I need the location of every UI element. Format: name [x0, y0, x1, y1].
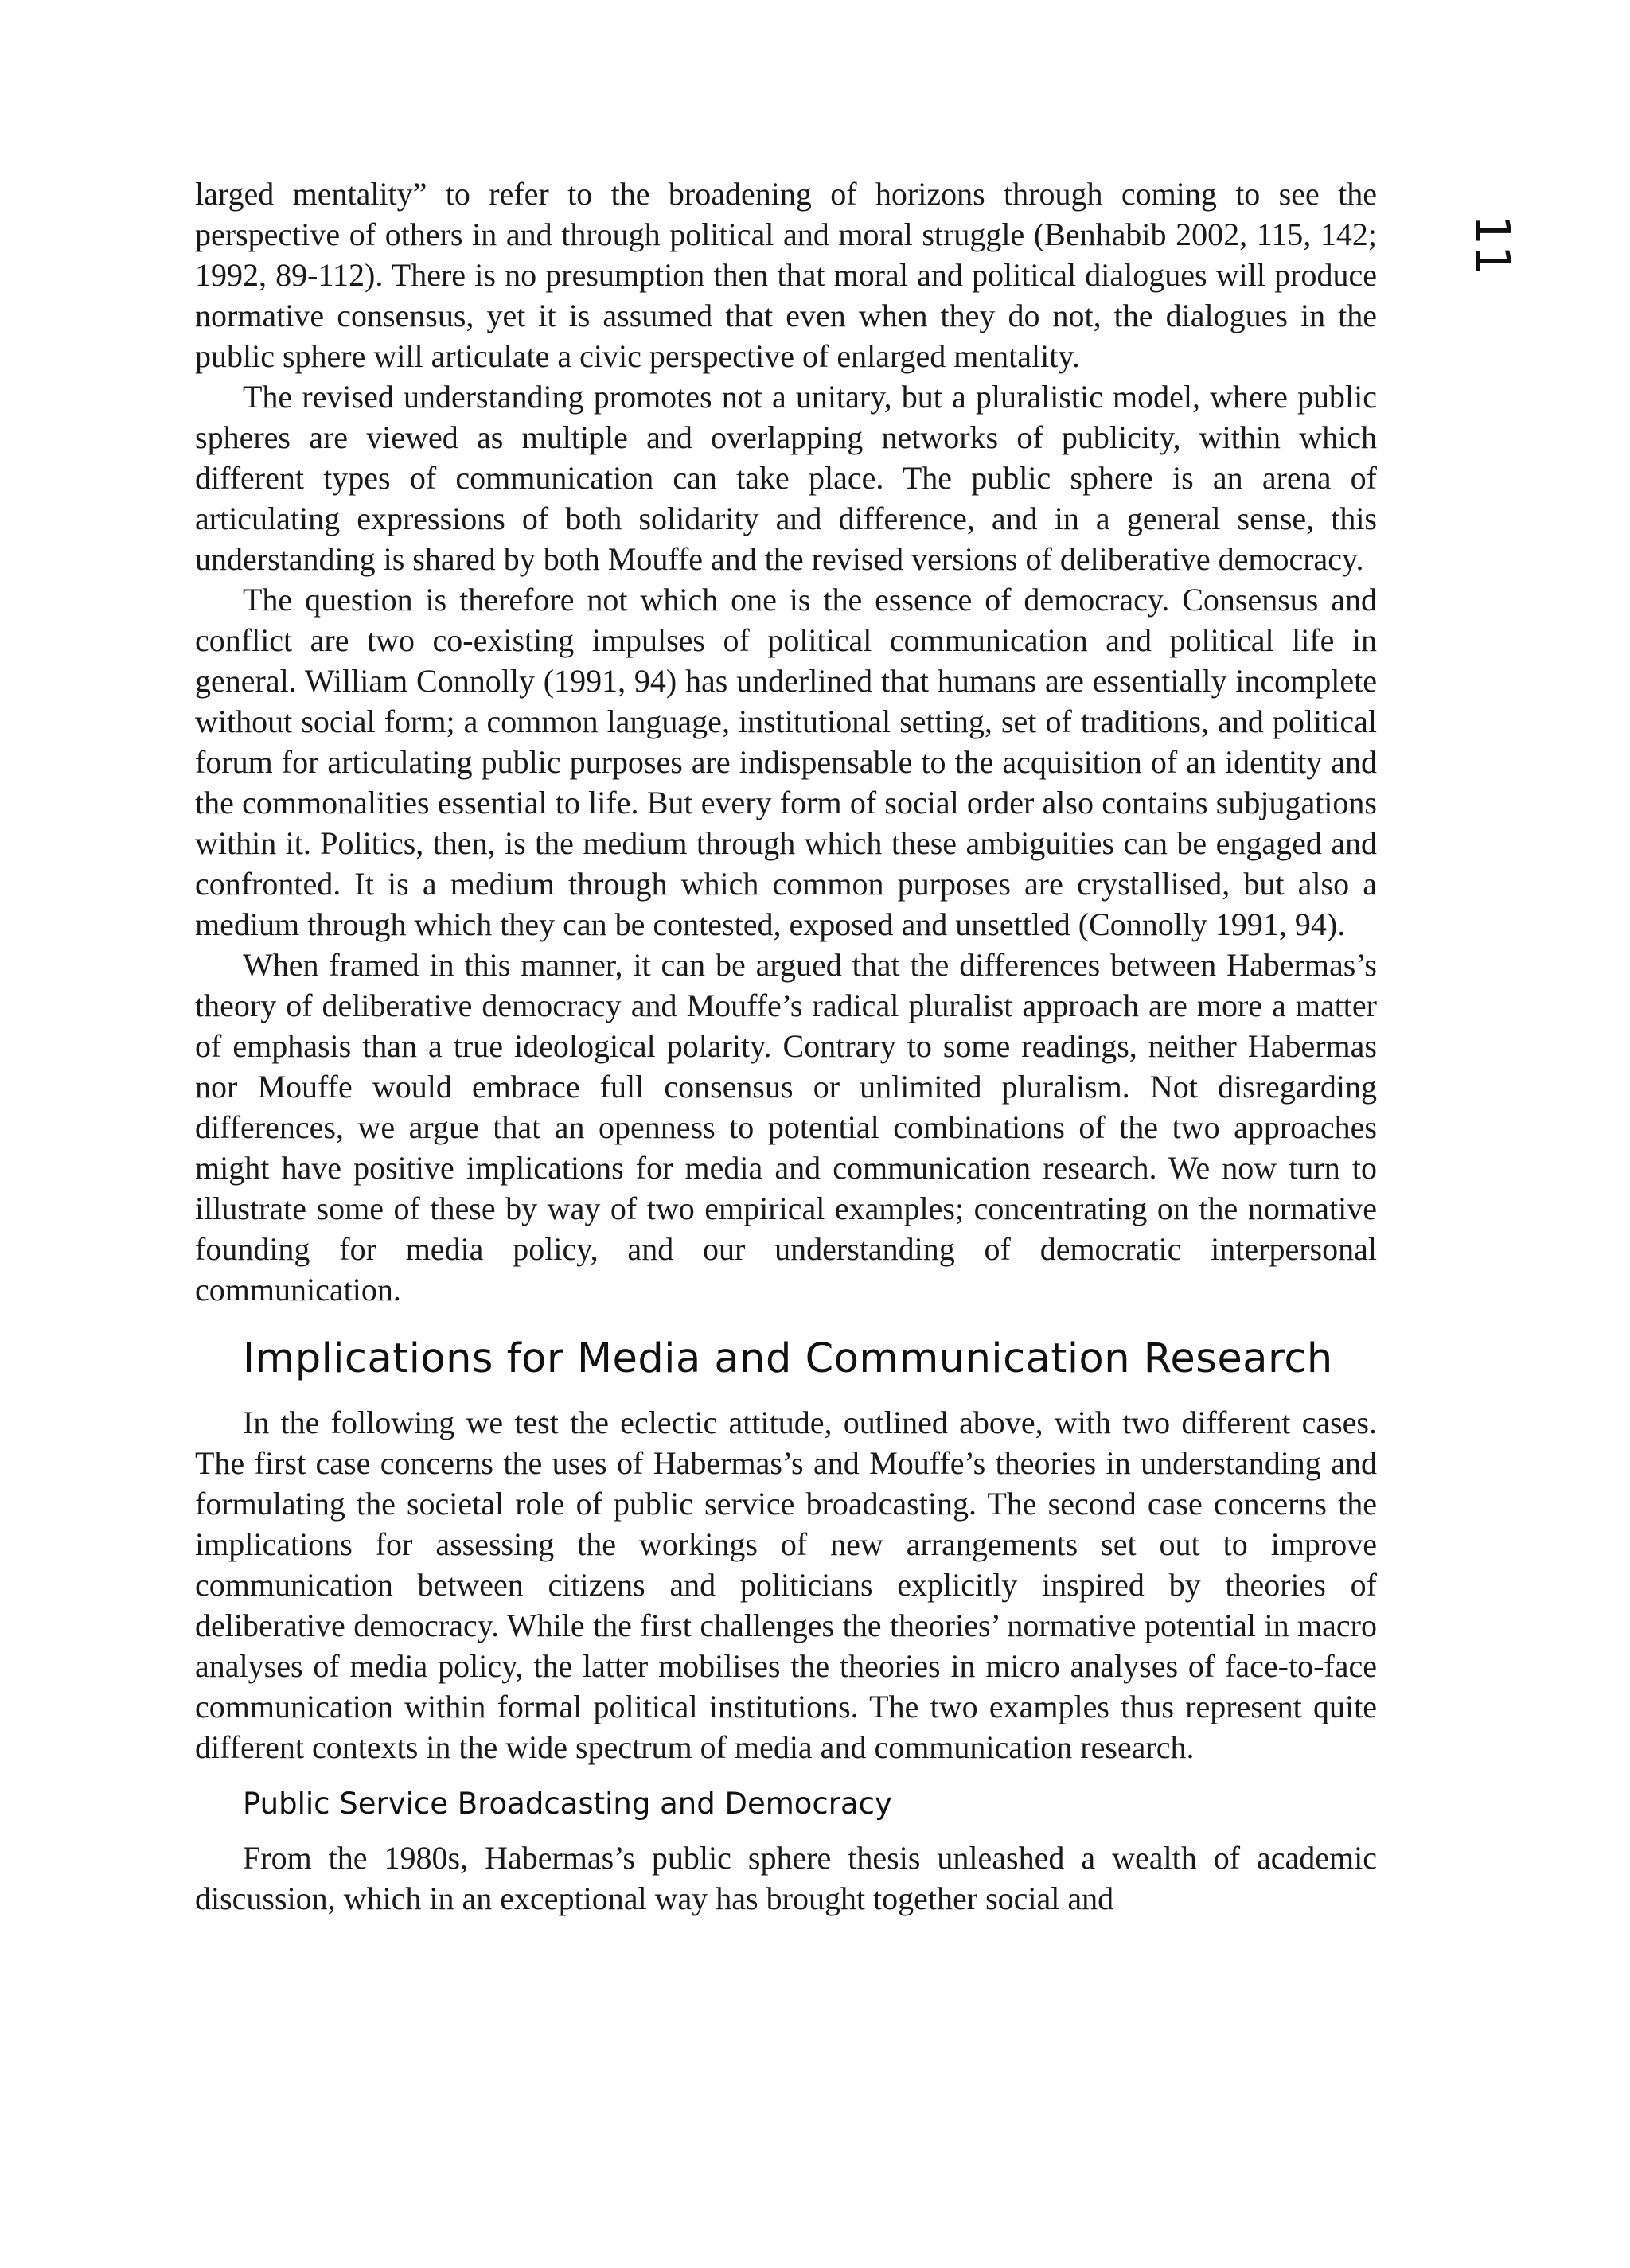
paragraph-enlarged-mentality: larged mentality” to refer to the broadening of horizons through coming to see the perspective of others in and through political and moral struggle (Benhabib 2002, 115, 142; 1992, 89-112). There is no presumption then that moral and political dialogues will produce normative consensus, yet it is assumed that even when they do not, the dialogues in the public sphere will articulate a civic perspective of enlarged mentality. [195, 176, 1377, 374]
paragraph-eclectic-attitude: In the following we test the eclectic attitude, outlined above, with two different cases. The first case concerns the uses of Habermas’s and Mouffe’s theories in understanding and formulating the societal role of public service broadcasting. The second case concerns the implications for assessing the workings of new arrangements set out to improve communication between citizens and politicians explicitly inspired by theories of deliberative democracy. While the first challenges the theories’ normative potential in macro analyses of media policy, the latter mobilises the theories in micro analyses of face-to-face communication within formal political institutions. The two examples thus represent quite different contexts in the wide spectrum of media and communication research. [195, 1405, 1377, 1765]
paragraph-differences-habermas-mouffe: When framed in this manner, it can be argued that the differences between Habermas’s theory of deliberative democracy and Mouffe’s radical pluralist approach are more a matter of emphasis than a true ideological polarity. Contrary to some readings, neither Habermas nor Mouffe would embrace full consensus or unlimited pluralism. Not disregarding differences, we argue that an openness to potential combinations of the two approaches might have positive implications for media and communication research. We now turn to illustrate some of these by way of two empirical examples; concentrating on the normative founding for media policy, and our understanding of democratic interpersonal communication. [195, 947, 1377, 1307]
section-heading: Implications for Media and Communication Research [243, 1335, 1333, 1382]
paragraph-consensus-and-conflict: The question is therefore not which one is the essence of democracy. Consensus and conflict are two co-existing impulses of political communication and political life in general. William Connolly (1991, 94) has underlined that humans are essentially incomplete without social form; a common language, institutional setting, set of traditions, and political forum for articulating public purposes are indispensable to the acquisition of an identity and the commonalities essential to life. But every form of social order also contains subjugations within it. Politics, then, is the medium through which these ambiguities can be engaged and confronted. It is a medium through which common purposes are crystallised, but also a medium through which they can be contested, exposed and unsettled (Connolly 1991, 94). [195, 582, 1377, 942]
paragraph-revised-understanding: The revised understanding promotes not a unitary, but a pluralistic model, where public spheres are viewed as multiple and overlapping networks of publicity, within which different types of communication can take place. The public sphere is an arena of articulating expressions of both solidarity and difference, and in a general sense, this understanding is shared by both Mouffe and the revised versions of deliberative democracy. [195, 379, 1377, 577]
page-number: 11 [1464, 214, 1520, 276]
paragraph-public-sphere-thesis: From the 1980s, Habermas’s public sphere thesis unleashed a wealth of academic discussion, which in an exceptional way has brought together social and [195, 1840, 1377, 1916]
subsection-heading: Public Service Broadcasting and Democracy [243, 1787, 892, 1821]
body-text [195, 173, 1377, 1919]
